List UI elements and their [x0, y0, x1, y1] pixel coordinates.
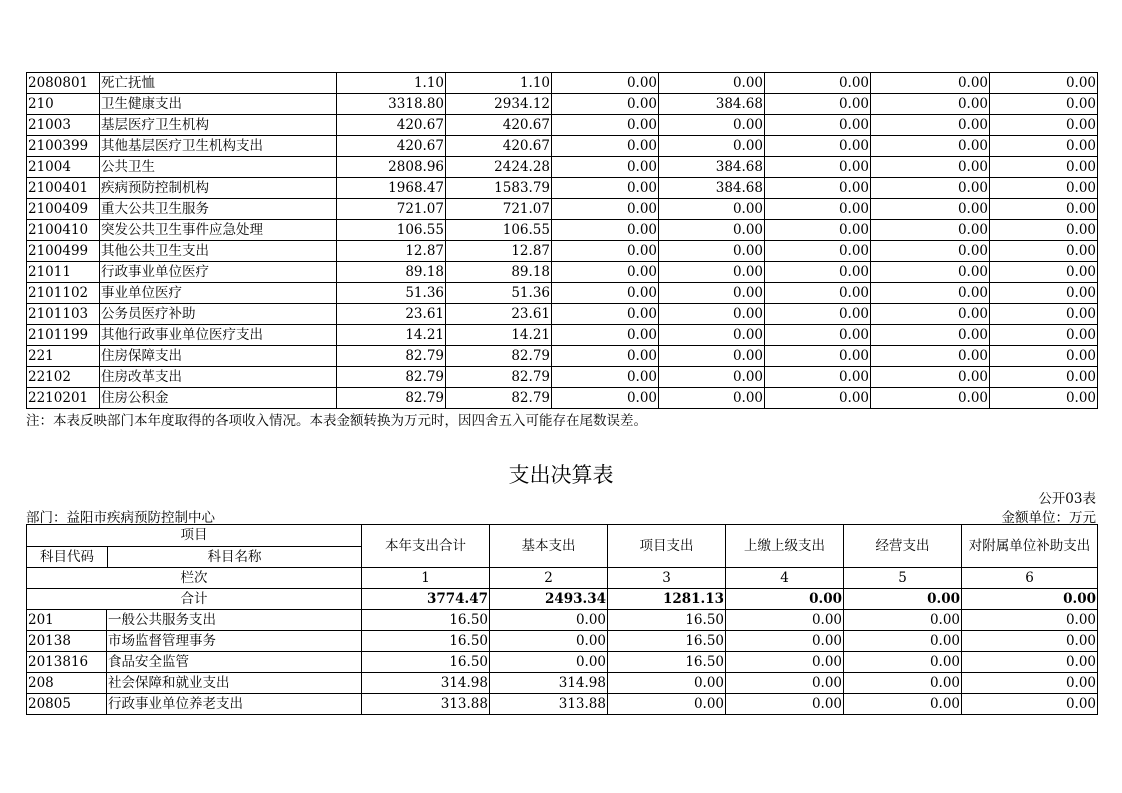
- subject-code: 21004: [27, 157, 100, 178]
- amount-cell: 23.61: [337, 304, 446, 325]
- amount-cell: 420.67: [337, 115, 446, 136]
- amount-cell: 0.00: [990, 94, 1098, 115]
- amount-cell: 16.50: [608, 652, 726, 673]
- amount-cell: 0.00: [552, 94, 659, 115]
- form-number: 公开03表: [1038, 491, 1096, 507]
- col-header-basic: 基本支出: [490, 525, 608, 568]
- total-label: 合计: [27, 589, 362, 610]
- subject-name: 市场监督管理事务: [107, 631, 362, 652]
- amount-cell: 89.18: [446, 262, 552, 283]
- subject-name: 事业单位医疗: [100, 283, 337, 304]
- subject-code: 210: [27, 94, 100, 115]
- amount-cell: 0.00: [765, 325, 871, 346]
- amount-cell: 0.00: [659, 325, 765, 346]
- amount-cell: 0.00: [871, 283, 990, 304]
- amount-cell: 0.00: [552, 115, 659, 136]
- item-header-label: 项目: [27, 525, 361, 547]
- table-row: [27, 157, 1098, 178]
- subject-code: 208: [27, 673, 107, 694]
- amount-cell: 384.68: [659, 157, 765, 178]
- col-index-num: 4: [726, 568, 844, 589]
- table-row: [27, 283, 1098, 304]
- total-value: 0.00: [962, 589, 1098, 610]
- col-index-num: 6: [962, 568, 1098, 589]
- amount-cell: 0.00: [871, 346, 990, 367]
- amount-cell: 0.00: [726, 631, 844, 652]
- amount-cell: 0.00: [871, 115, 990, 136]
- table-row: [27, 241, 1098, 262]
- amount-cell: 0.00: [726, 694, 844, 715]
- amount-cell: 0.00: [608, 694, 726, 715]
- amount-cell: 0.00: [765, 157, 871, 178]
- table-row: [27, 115, 1098, 136]
- amount-cell: 0.00: [659, 346, 765, 367]
- amount-cell: 16.50: [362, 610, 490, 631]
- amount-cell: 106.55: [337, 220, 446, 241]
- col-index-label: 栏次: [27, 568, 362, 589]
- amount-cell: 82.79: [446, 388, 552, 409]
- amount-cell: 0.00: [990, 241, 1098, 262]
- amount-cell: 23.61: [446, 304, 552, 325]
- amount-cell: 0.00: [990, 115, 1098, 136]
- amount-cell: 0.00: [871, 304, 990, 325]
- subject-name: 其他行政事业单位医疗支出: [100, 325, 337, 346]
- amount-cell: 0.00: [765, 262, 871, 283]
- col-index-num: 5: [844, 568, 962, 589]
- total-row: [27, 589, 1098, 610]
- amount-cell: 89.18: [337, 262, 446, 283]
- amount-cell: 0.00: [552, 304, 659, 325]
- amount-cell: 2934.12: [446, 94, 552, 115]
- amount-cell: 0.00: [659, 136, 765, 157]
- amount-cell: 0.00: [871, 73, 990, 94]
- amount-cell: 0.00: [765, 304, 871, 325]
- amount-cell: 420.67: [446, 136, 552, 157]
- amount-cell: 0.00: [871, 94, 990, 115]
- amount-cell: 0.00: [765, 388, 871, 409]
- total-value: 0.00: [726, 589, 844, 610]
- amount-cell: 0.00: [765, 241, 871, 262]
- amount-cell: 0.00: [990, 262, 1098, 283]
- subject-name: 行政事业单位医疗: [100, 262, 337, 283]
- amount-cell: 0.00: [765, 178, 871, 199]
- amount-cell: 0.00: [871, 220, 990, 241]
- amount-cell: 0.00: [552, 346, 659, 367]
- amount-cell: 0.00: [990, 325, 1098, 346]
- table-row: [27, 388, 1098, 409]
- table-row: [27, 199, 1098, 220]
- subject-code: 2101199: [27, 325, 100, 346]
- amount-cell: 51.36: [446, 283, 552, 304]
- amount-cell: 0.00: [844, 694, 962, 715]
- subject-code: 21011: [27, 262, 100, 283]
- amount-cell: 0.00: [765, 115, 871, 136]
- amount-cell: 313.88: [362, 694, 490, 715]
- amount-cell: 314.98: [362, 673, 490, 694]
- subject-code: 221: [27, 346, 100, 367]
- amount-cell: 16.50: [608, 610, 726, 631]
- table-row: [27, 610, 1098, 631]
- subject-name: 死亡抚恤: [100, 73, 337, 94]
- amount-cell: 2808.96: [337, 157, 446, 178]
- amount-cell: 0.00: [490, 631, 608, 652]
- subject-code: 2013816: [27, 652, 107, 673]
- amount-cell: 0.00: [552, 241, 659, 262]
- table-row: [27, 94, 1098, 115]
- col-index-num: 2: [490, 568, 608, 589]
- amount-cell: 0.00: [552, 283, 659, 304]
- amount-cell: 420.67: [337, 136, 446, 157]
- subject-code-header: 科目代码: [27, 547, 108, 567]
- page-title: 支出决算表: [508, 463, 614, 487]
- amount-cell: 82.79: [337, 367, 446, 388]
- amount-cell: 82.79: [337, 388, 446, 409]
- amount-cell: 82.79: [446, 367, 552, 388]
- amount-cell: 0.00: [844, 631, 962, 652]
- subject-name-header: 科目名称: [207, 549, 262, 565]
- amount-cell: 0.00: [552, 325, 659, 346]
- amount-cell: 0.00: [990, 157, 1098, 178]
- amount-cell: 0.00: [765, 73, 871, 94]
- total-value: 2493.34: [490, 589, 608, 610]
- amount-cell: 0.00: [659, 283, 765, 304]
- amount-cell: 0.00: [990, 73, 1098, 94]
- amount-cell: 0.00: [608, 673, 726, 694]
- amount-cell: 0.00: [990, 283, 1098, 304]
- total-value: 1281.13: [608, 589, 726, 610]
- item-header: [27, 525, 362, 568]
- amount-cell: 0.00: [552, 178, 659, 199]
- subject-code: 2100499: [27, 241, 100, 262]
- subject-code: 20805: [27, 694, 107, 715]
- subject-code: 20138: [27, 631, 107, 652]
- amount-cell: 0.00: [552, 157, 659, 178]
- subject-name: 疾病预防控制机构: [100, 178, 337, 199]
- expenditure-table: [26, 524, 1098, 715]
- amount-cell: 0.00: [765, 199, 871, 220]
- subject-name: 住房改革支出: [100, 367, 337, 388]
- amount-cell: 0.00: [552, 220, 659, 241]
- amount-cell: 0.00: [765, 283, 871, 304]
- subject-code: 2100409: [27, 199, 100, 220]
- subject-name: 一般公共服务支出: [107, 610, 362, 631]
- amount-cell: 0.00: [726, 610, 844, 631]
- table-row: [27, 178, 1098, 199]
- col-header-subsidy: 对附属单位补助支出: [962, 525, 1098, 568]
- amount-cell: 0.00: [990, 178, 1098, 199]
- subject-name: 社会保障和就业支出: [107, 673, 362, 694]
- amount-cell: 0.00: [962, 652, 1098, 673]
- amount-cell: 12.87: [337, 241, 446, 262]
- amount-cell: 0.00: [765, 136, 871, 157]
- income-table-continued: [26, 72, 1098, 409]
- amount-cell: 0.00: [990, 367, 1098, 388]
- subject-code: 2100401: [27, 178, 100, 199]
- amount-cell: 0.00: [490, 610, 608, 631]
- amount-cell: 1968.47: [337, 178, 446, 199]
- subject-name: 卫生健康支出: [100, 94, 337, 115]
- subject-code: 21003: [27, 115, 100, 136]
- table-row: [27, 304, 1098, 325]
- amount-cell: 0.00: [990, 199, 1098, 220]
- amount-cell: 0.00: [990, 136, 1098, 157]
- subject-name: 重大公共卫生服务: [100, 199, 337, 220]
- amount-cell: 0.00: [990, 388, 1098, 409]
- amount-cell: 0.00: [871, 325, 990, 346]
- amount-cell: 0.00: [552, 367, 659, 388]
- department-label: 部门：益阳市疾病预防控制中心: [26, 510, 215, 526]
- amount-cell: 0.00: [990, 304, 1098, 325]
- table-row: [27, 652, 1098, 673]
- amount-cell: 14.21: [446, 325, 552, 346]
- subject-code: 201: [27, 610, 107, 631]
- amount-cell: 106.55: [446, 220, 552, 241]
- table-row: [27, 631, 1098, 652]
- amount-cell: 0.00: [990, 346, 1098, 367]
- amount-cell: 0.00: [871, 388, 990, 409]
- subject-code: 2080801: [27, 73, 100, 94]
- col-header-total: 本年支出合计: [362, 525, 490, 568]
- amount-cell: 0.00: [552, 262, 659, 283]
- amount-cell: 0.00: [659, 304, 765, 325]
- table-row: [27, 346, 1098, 367]
- amount-cell: 0.00: [844, 652, 962, 673]
- amount-cell: 721.07: [337, 199, 446, 220]
- amount-cell: 0.00: [844, 610, 962, 631]
- amount-cell: 0.00: [871, 199, 990, 220]
- amount-cell: 3318.80: [337, 94, 446, 115]
- subject-name: 其他基层医疗卫生机构支出: [100, 136, 337, 157]
- amount-cell: 0.00: [844, 673, 962, 694]
- amount-cell: 0.00: [765, 220, 871, 241]
- amount-cell: 0.00: [659, 115, 765, 136]
- total-value: 3774.47: [362, 589, 490, 610]
- table-row: [27, 673, 1098, 694]
- subject-name: 公共卫生: [100, 157, 337, 178]
- amount-cell: 1.10: [446, 73, 552, 94]
- subject-name: 行政事业单位养老支出: [107, 694, 362, 715]
- amount-cell: 0.00: [552, 199, 659, 220]
- subject-name: 食品安全监管: [107, 652, 362, 673]
- amount-cell: 0.00: [659, 220, 765, 241]
- subject-code: 22102: [27, 367, 100, 388]
- amount-cell: 0.00: [871, 262, 990, 283]
- amount-cell: 16.50: [362, 631, 490, 652]
- amount-cell: 0.00: [962, 673, 1098, 694]
- amount-cell: 0.00: [871, 178, 990, 199]
- table-row: [27, 367, 1098, 388]
- amount-cell: 12.87: [446, 241, 552, 262]
- col-index-num: 1: [362, 568, 490, 589]
- table-row: [27, 262, 1098, 283]
- amount-cell: 0.00: [871, 136, 990, 157]
- amount-cell: 0.00: [726, 673, 844, 694]
- amount-cell: 0.00: [659, 73, 765, 94]
- subject-code: 2100410: [27, 220, 100, 241]
- amount-cell: 14.21: [337, 325, 446, 346]
- amount-cell: 0.00: [552, 388, 659, 409]
- subject-name: 住房保障支出: [100, 346, 337, 367]
- amount-cell: 721.07: [446, 199, 552, 220]
- amount-cell: 0.00: [962, 631, 1098, 652]
- amount-cell: 0.00: [962, 610, 1098, 631]
- amount-cell: 0.00: [990, 220, 1098, 241]
- subject-name: 住房公积金: [100, 388, 337, 409]
- amount-cell: 0.00: [659, 367, 765, 388]
- amount-cell: 0.00: [659, 388, 765, 409]
- table-row: [27, 73, 1098, 94]
- amount-cell: 0.00: [552, 73, 659, 94]
- amount-cell: 82.79: [337, 346, 446, 367]
- amount-cell: 16.50: [608, 631, 726, 652]
- subject-name: 突发公共卫生事件应急处理: [100, 220, 337, 241]
- amount-cell: 0.00: [871, 367, 990, 388]
- amount-cell: 313.88: [490, 694, 608, 715]
- amount-cell: 1.10: [337, 73, 446, 94]
- amount-cell: 2424.28: [446, 157, 552, 178]
- amount-cell: 16.50: [362, 652, 490, 673]
- amount-cell: 384.68: [659, 178, 765, 199]
- total-value: 0.00: [844, 589, 962, 610]
- subject-name: 公务员医疗补助: [100, 304, 337, 325]
- col-index-num: 3: [608, 568, 726, 589]
- amount-cell: 314.98: [490, 673, 608, 694]
- col-header-project: 项目支出: [608, 525, 726, 568]
- amount-cell: 384.68: [659, 94, 765, 115]
- amount-cell: 420.67: [446, 115, 552, 136]
- amount-cell: 0.00: [765, 94, 871, 115]
- amount-cell: 0.00: [552, 136, 659, 157]
- subject-code: 2210201: [27, 388, 100, 409]
- table-row: [27, 220, 1098, 241]
- amount-unit-label: 金额单位：万元: [1001, 510, 1096, 526]
- col-header-operating: 经营支出: [844, 525, 962, 568]
- subject-code: 2100399: [27, 136, 100, 157]
- amount-cell: 0.00: [765, 367, 871, 388]
- table-row: [27, 694, 1098, 715]
- amount-cell: 82.79: [446, 346, 552, 367]
- amount-cell: 0.00: [765, 346, 871, 367]
- table-note: 注：本表反映部门本年度取得的各项收入情况。本表金额转换为万元时，因四舍五入可能存在尾数误差。: [26, 413, 647, 429]
- subject-name: 其他公共卫生支出: [100, 241, 337, 262]
- subject-name: 基层医疗卫生机构: [100, 115, 337, 136]
- table-row: [27, 325, 1098, 346]
- amount-cell: 0.00: [659, 199, 765, 220]
- subject-code: 2101102: [27, 283, 100, 304]
- amount-cell: 0.00: [962, 694, 1098, 715]
- col-header-remit-upper: 上缴上级支出: [726, 525, 844, 568]
- amount-cell: 0.00: [871, 157, 990, 178]
- amount-cell: 0.00: [726, 652, 844, 673]
- amount-cell: 1583.79: [446, 178, 552, 199]
- amount-cell: 0.00: [659, 241, 765, 262]
- amount-cell: 0.00: [659, 262, 765, 283]
- amount-cell: 0.00: [490, 652, 608, 673]
- table-row: [27, 136, 1098, 157]
- subject-code: 2101103: [27, 304, 100, 325]
- amount-cell: 51.36: [337, 283, 446, 304]
- amount-cell: 0.00: [871, 241, 990, 262]
